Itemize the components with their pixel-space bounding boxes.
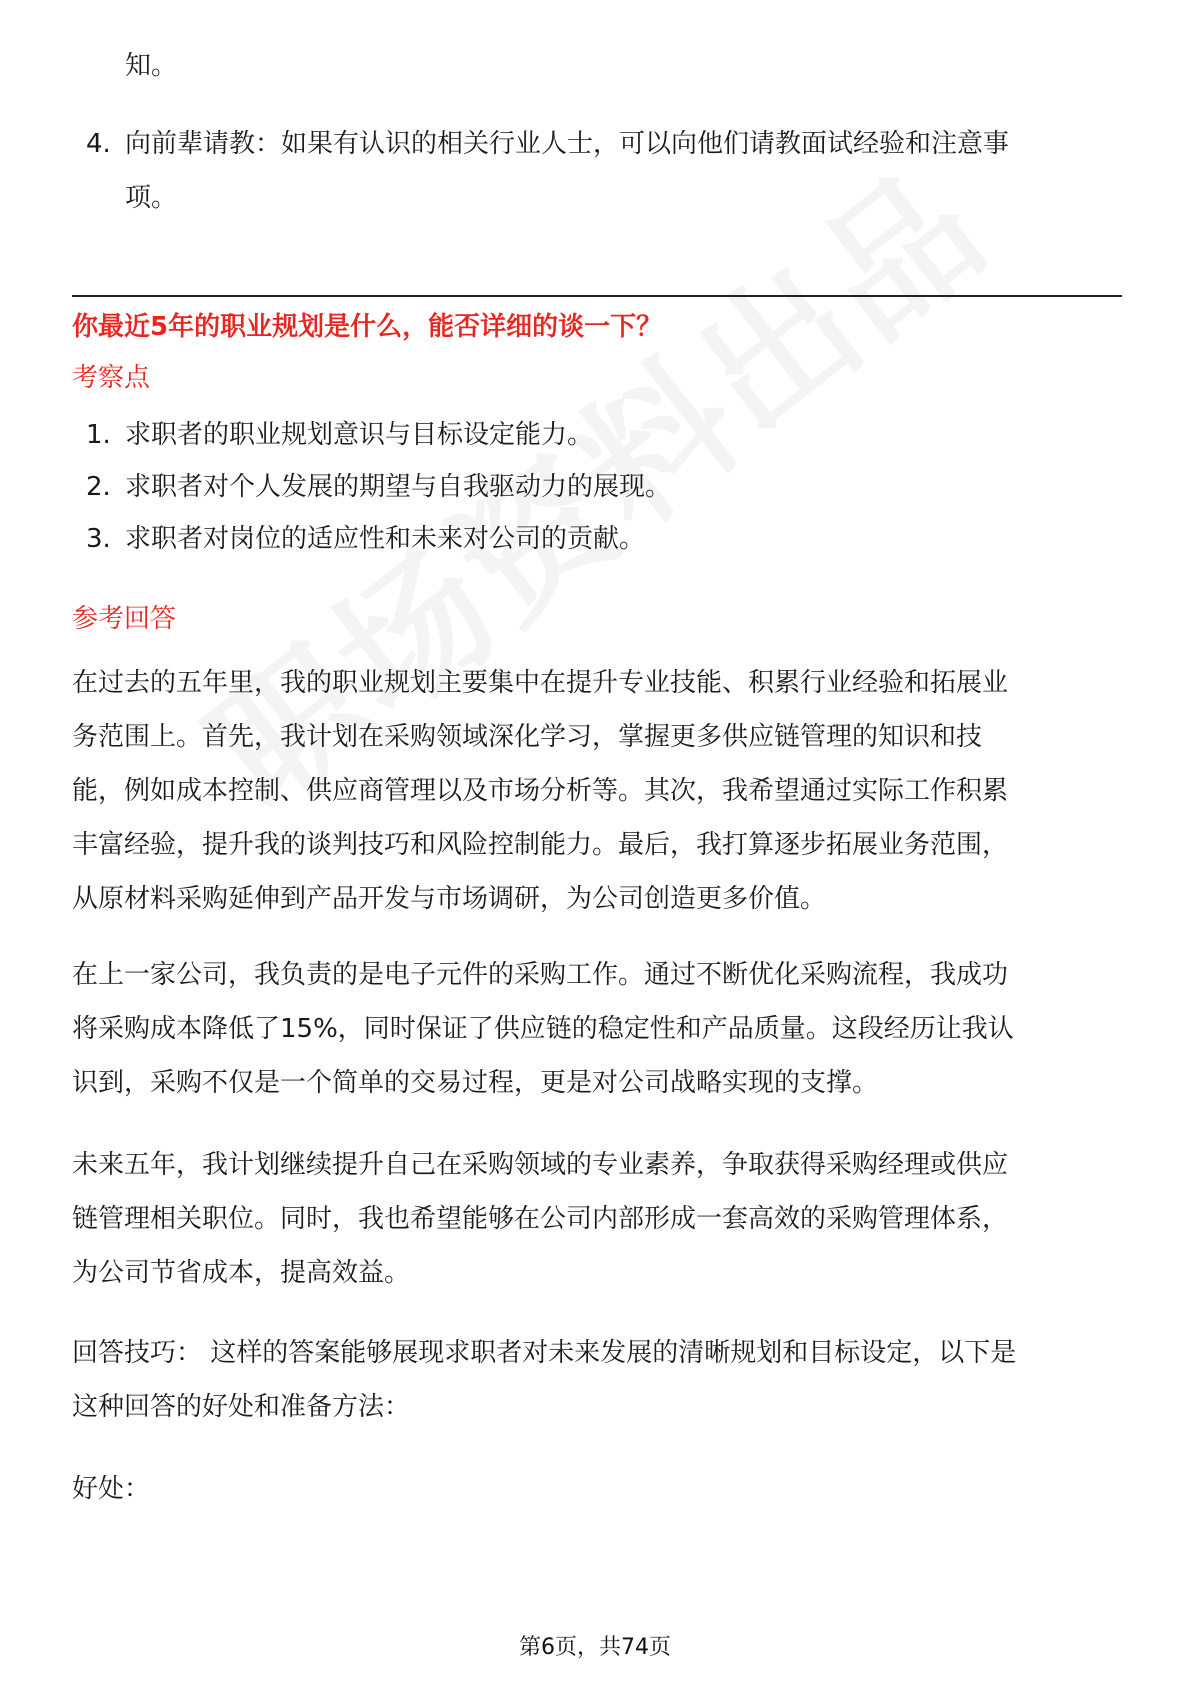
list-item xyxy=(72,408,1132,462)
section-divider xyxy=(72,295,1122,297)
answer-paragraph: 在过去的五年里，我的职业规划主要集中在提升专业技能、积累行业经验和拓展业 务范围上。首先，我计划在采购领域深化学习，掌握更多供应链管理的知识和技 能，例如成本控制、供应商管理以及市场分析等。其次，我希望通过实际工作积累 丰富经验，提升我的谈判技巧和风险控制能力。最后，我打算逐步拓展业务范围， 从原材料采购延伸到产品开发与市场调研，为公司创造更多价值。 xyxy=(72,668,1009,914)
answer-heading: 参考回答 xyxy=(72,604,177,634)
list-item-number: 2. xyxy=(86,472,111,502)
answer-tips: 回答技巧： 这样的答案能够展现求职者对未来发展的清晰规划和目标设定，以下是 这种回答的好处和准备方法： xyxy=(72,1338,1017,1422)
page-footer: 第6页，共74页 xyxy=(519,1635,671,1660)
list-item-text: 求职者对岗位的适应性和未来对公司的贡献。 xyxy=(125,524,646,554)
list-item-text: 向前辈请教：如果有认识的相关行业人士，可以向他们请教面试经验和注意事 项。 xyxy=(125,129,1010,213)
list-item xyxy=(72,460,1132,514)
benefits-heading: 好处： xyxy=(72,1474,151,1504)
list-item-text: 求职者的职业规划意识与目标设定能力。 xyxy=(125,420,594,450)
list-item-text: 求职者对个人发展的期望与自我驱动力的展现。 xyxy=(125,472,672,502)
prev-item-tail: 知。 xyxy=(125,51,178,81)
answer-paragraph: 未来五年，我计划继续提升自己在采购领域的专业素养，争取获得采购经理或供应 链管理相关职位。同时，我也希望能够在公司内部形成一套高效的采购管理体系， 为公司节省成本，提高效益。 xyxy=(72,1150,1009,1288)
answer-paragraph: 在上一家公司，我负责的是电子元件的采购工作。通过不断优化采购流程，我成功 将采购成本降低了15%，同时保证了供应链的稳定性和产品质量。这段经历让我认 识到，采购不仅是一个简单的交易过程，更是对公司战略实现的支撑。 xyxy=(72,960,1014,1098)
list-item xyxy=(72,512,1132,566)
list-item-number: 3. xyxy=(86,524,111,554)
list-item-number: 1. xyxy=(86,420,111,450)
question-title: 你最近5年的职业规划是什么，能否详细的谈一下？ xyxy=(72,312,663,342)
list-item xyxy=(72,117,1132,225)
points-heading: 考察点 xyxy=(72,363,151,393)
list-item-number: 4. xyxy=(86,129,111,159)
